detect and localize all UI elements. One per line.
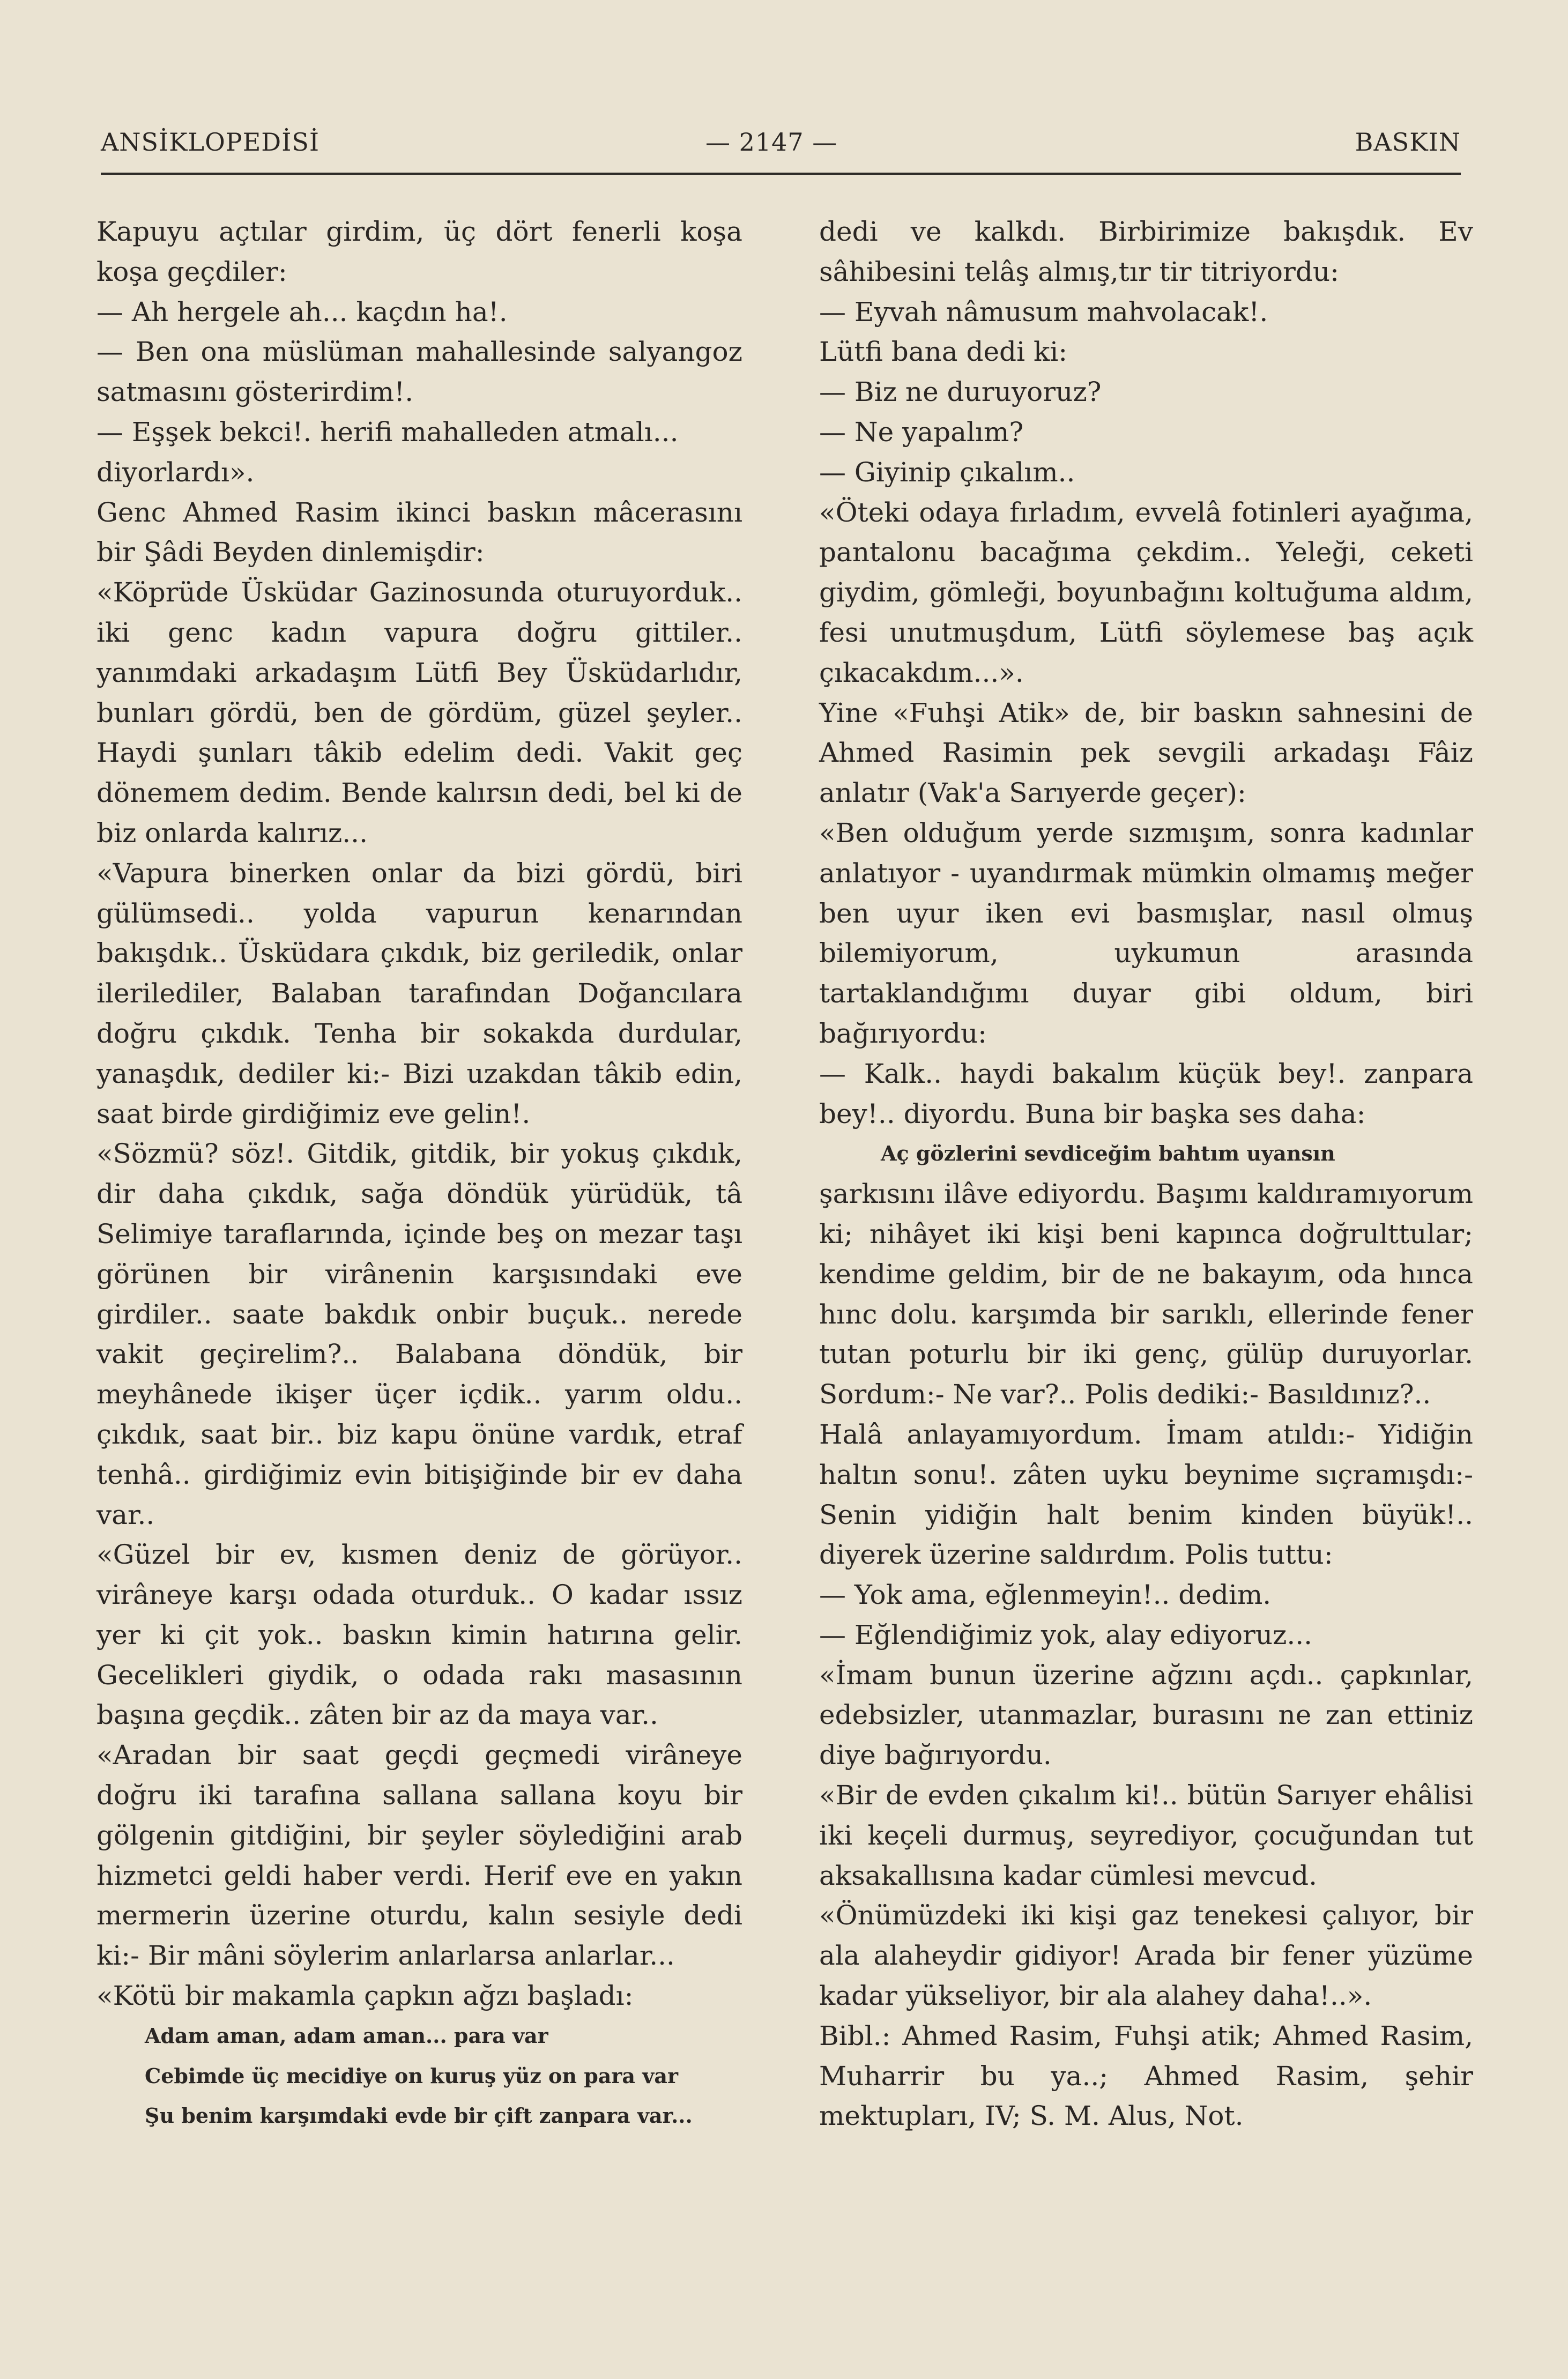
paragraph: Lütfi bana dedi ki: bbox=[819, 336, 1068, 368]
header-rule bbox=[101, 173, 1461, 175]
header-left-title: ANSİKLOPEDİSİ bbox=[101, 128, 320, 157]
paragraph: diyorlardı». bbox=[96, 456, 255, 488]
paragraph: «Aradan bir saat geçdi geçmedi virâneye doğru iki tarafına sallana sallana koyu bir gölgenin gitdiğini, bir şeyler söylediğini arab hizmetci geldi haber verdi. Herif eve en yakın mermerin üzerine oturdu, kalın sesiyle dedi ki:- Bir mâni söylerim anlarlarsa anlarlar... bbox=[96, 1739, 742, 1972]
paragraph: — Ben ona müslüman mahallesinde salyangoz satmasını gösterirdim!. bbox=[96, 336, 742, 408]
paragraph: «Vapura binerken onlar da bizi gördü, biri gülümsedi.. yolda vapurun kenarından bakışdık.. Üsküdara çıkdık, biz geriledik, onlar ilerilediler, Balaban tarafından Doğancılara doğru çıkdık. Tenha bir sokakda durdular, yanaşdık, dediler ki:- Bizi uzakdan tâkib edin, saat birde girdiğimiz eve gelin!. bbox=[96, 857, 742, 1129]
paragraph: — Ne yapalım? bbox=[819, 416, 1024, 448]
paragraph: Yine «Fuhşi Atik» de, bir baskın sahnesini de Ahmed Rasimin pek sevgili arkadaşı Fâiz anlatır (Vak'a Sarıyerde geçer): bbox=[819, 697, 1473, 809]
paragraph: «Ben olduğum yerde sızmışım, sonra kadınlar anlatıyor - uyandırmak mümkin olmamış meğer ben uyur iken evi basmışlar, nasıl olmuş bilemiyorum, uykumun arasında tartaklandığımı duyar gibi oldum, biri bağırıyordu: bbox=[819, 817, 1473, 1049]
paragraph: Kapuyu açtılar girdim, üç dört fenerli koşa koşa geçdiler: bbox=[96, 216, 742, 287]
verse-line: Adam aman, adam aman... para var bbox=[145, 2023, 548, 2048]
verse-line: Şu benim karşımdaki evde bir çift zanpara var... bbox=[145, 2103, 693, 2128]
left-column bbox=[96, 212, 742, 2136]
paragraph: — Ah hergele ah... kaçdın ha!. bbox=[96, 296, 508, 328]
paragraph: «Güzel bir ev, kısmen deniz de görüyor.. virâneye karşı odada oturduk.. O kadar ıssız yer ki çit yok.. baskın kimin hatırına gelir. Gecelikleri giydik, o odada rakı masasının başına geçdik.. zâten bir az da maya var.. bbox=[96, 1539, 742, 1731]
paragraph: «Öteki odaya fırladım, evvelâ fotinleri ayağıma, pantalonu bacağıma çekdim.. Yeleği, ceketi giydim, gömleği, boyunbağını koltuğuma aldım, fesi unutmuşdum, Lütfi söylemese baş açık çıkacakdım...». bbox=[819, 496, 1473, 688]
paragraph: Genc Ahmed Rasim ikinci baskın mâcerasını bir Şâdi Beyden dinlemişdir: bbox=[96, 496, 742, 568]
paragraph: Bibl.: Ahmed Rasim, Fuhşi atik; Ahmed Rasim, Muharrir bu ya..; Ahmed Rasim, şehir mektupları, IV; S. M. Alus, Not. bbox=[819, 2020, 1473, 2132]
page-number: — 2147 — bbox=[705, 128, 838, 157]
paragraph: şarkısını ilâve ediyordu. Başımı kaldıramıyorum ki; nihâyet iki kişi beni kapınca doğrulttular; kendime geldim, bir de ne bakayım, oda hınca hınc dolu. karşımda bir sarıklı, ellerinde fener tutan poturlu bir iki genç, gülüp duruyorlar. Sordum:- Ne var?.. Polis dediki:- Basıldınız?.. bbox=[819, 1178, 1473, 1410]
paragraph: «Bir de evden çıkalım ki!.. bütün Sarıyer ehâlisi iki keçeli durmuş, seyrediyor, çocuğundan tut aksakallısına kadar cümlesi mevcud. bbox=[819, 1780, 1473, 1891]
paragraph: Halâ anlayamıyordum. İmam atıldı:- Yidiğin haltın sonu!. zâten uyku beynime sıçramışdı:- Senin yidiğin halt benim kinden büyük!.. diyerek üzerine saldırdım. Polis tuttu: bbox=[819, 1418, 1473, 1571]
paragraph: «Köprüde Üsküdar Gazinosunda oturuyorduk.. iki genc kadın vapura doğru gittiler.. yanımdaki arkadaşım Lütfi Bey Üsküdarlıdır, bunları gördü, ben de gördüm, güzel şeyler.. Haydi şunları tâkib edelim dedi. Vakit geç dönemem dedim. Bende kalırsın dedi, bel ki de biz onlarda kalırız... bbox=[96, 577, 742, 849]
running-header bbox=[101, 128, 1461, 170]
paragraph: — Eşşek bekci!. herifi mahalleden atmalı... bbox=[96, 416, 679, 448]
paragraph: «Kötü bir makamla çapkın ağzı başladı: bbox=[96, 1980, 634, 2012]
paragraph: — Eyvah nâmusum mahvolacak!. bbox=[819, 296, 1268, 328]
paragraph: — Yok ama, eğlenmeyin!.. dedim. bbox=[819, 1579, 1272, 1611]
verse-line: Aç gözlerini sevdiceğim bahtım uyansın bbox=[881, 1141, 1335, 1166]
paragraph: — Kalk.. haydi bakalım küçük bey!. zanpara bey!.. diyordu. Buna bir başka ses daha: bbox=[819, 1058, 1473, 1129]
paragraph: — Giyinip çıkalım.. bbox=[819, 456, 1075, 488]
paragraph: — Biz ne duruyoruz? bbox=[819, 376, 1102, 408]
paragraph: — Eğlendiğimiz yok, alay ediyoruz... bbox=[819, 1619, 1313, 1651]
header-entry-title: BASKIN bbox=[1355, 128, 1461, 157]
paragraph: «Önümüzdeki iki kişi gaz tenekesi çalıyor, bir ala alaheydir gidiyor! Arada bir fener yüzüme kadar yükseliyor, bir ala alahey daha!..». bbox=[819, 1900, 1473, 2012]
paragraph: dedi ve kalkdı. Birbirimize bakışdık. Ev sâhibesini telâş almış,tır tir titriyordu: bbox=[819, 216, 1473, 287]
paragraph: «Sözmü? söz!. Gitdik, gitdik, bir yokuş çıkdık, dir daha çıkdık, sağa döndük yürüdük, tâ Selimiye taraflarında, içinde beş on mezar taşı görünen bir virânenin karşısındaki eve girdiler.. saate bakdık onbir buçuk.. nerede vakit geçirelim?.. Balabana döndük, bir meyhânede ikişer üçer içdik.. yarım oldu.. çıkdık, saat bir.. biz kapu önüne vardık, etraf tenhâ.. girdiğimiz evin bitişiğinde bir ev daha var.. bbox=[96, 1138, 742, 1530]
verse-line: Cebimde üç mecidiye on kuruş yüz on para var bbox=[145, 2063, 678, 2088]
right-column bbox=[819, 212, 1473, 2136]
paragraph: «İmam bunun üzerine ağzını açdı.. çapkınlar, edebsizler, utanmazlar, burasını ne zan ettiniz diye bağırıyordu. bbox=[819, 1659, 1473, 1771]
